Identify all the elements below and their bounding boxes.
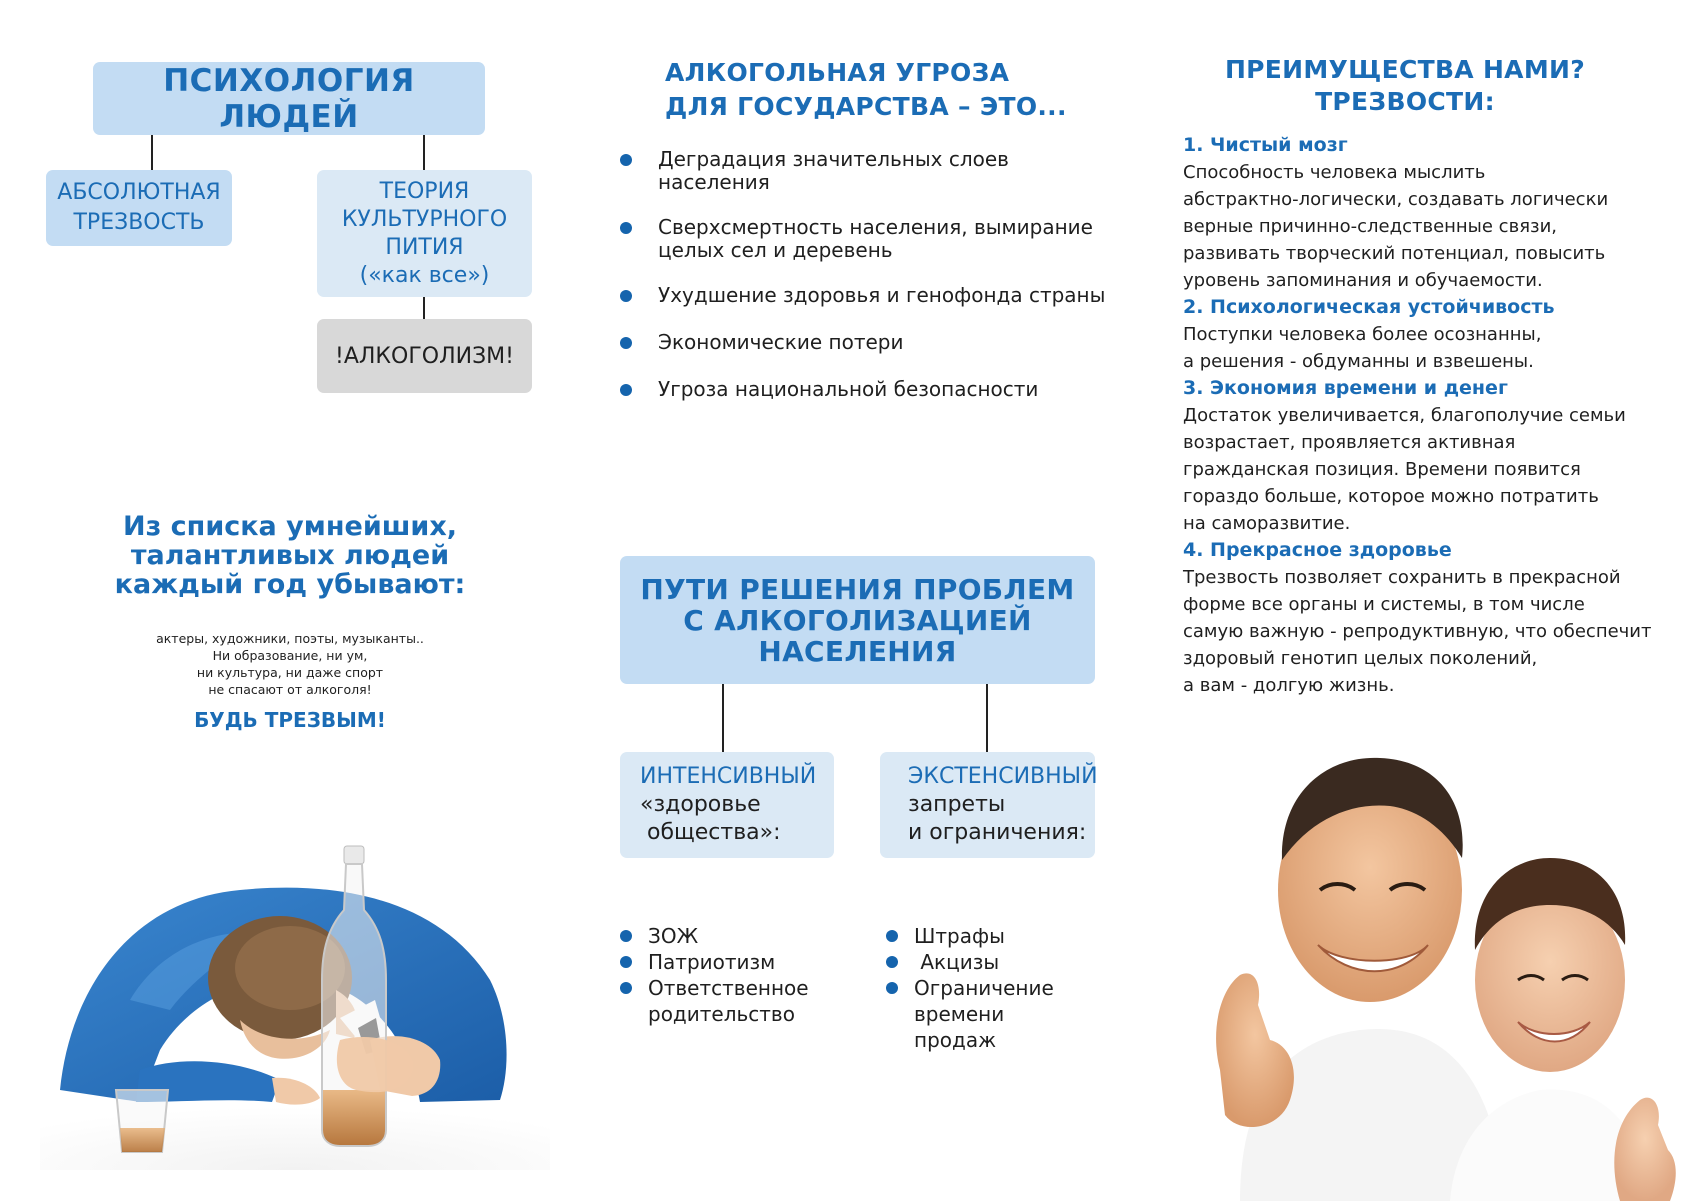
advantage-section: 1. Чистый мозг Способность человека мыслить абстрактно-логически, создавать логически верные причинно-следственные связи, развивать творческий потенциал, повысить уровень запоминания и обучаемости.: [1183, 132, 1683, 294]
threat-list: [612, 148, 1112, 401]
bullet-icon: [620, 222, 632, 234]
bullet-icon: [620, 337, 632, 349]
extensive-path-box: ЭКСТЕНСИВНЫЙ запреты и ограничения:: [880, 752, 1095, 858]
happy-couple-photo: [1200, 740, 1680, 1201]
advantages-title: ПРЕИМУЩЕСТВА НАМИ? ТРЕЗВОСТИ:: [1224, 55, 1586, 116]
advantage-heading: 4. Прекрасное здоровье: [1183, 539, 1452, 561]
list-item: Акцизы: [886, 949, 1106, 975]
list-item: Штрафы: [886, 923, 1106, 949]
bullet-icon: [886, 956, 898, 968]
advantage-section: 2. Психологическая устойчивость Поступки человека более осознанны, а решения - обдуманны и взвешены.: [1183, 294, 1683, 375]
bullet-icon: [886, 930, 898, 942]
bullet-icon: [620, 154, 632, 166]
cultural-drinking-theory-box: ТЕОРИЯ КУЛЬТУРНОГО ПИТИЯ («как все»): [317, 170, 532, 297]
list-item: Сверхсмертность населения, вымирание целых сел и деревень: [612, 216, 1112, 262]
bullet-icon: [620, 384, 632, 396]
talented-people-heading: Из списка умнейших, талантливых людей каждый год убывают:: [114, 511, 466, 600]
talented-note: актеры, художники, поэты, музыканты.. Ни образование, ни ум, ни культура, ни даже спорт не спасают от алкоголя!: [156, 631, 424, 697]
list-item: Угроза национальной безопасности: [612, 378, 1112, 401]
list-item: Патриотизм: [620, 949, 860, 975]
advantage-heading: 2. Психологическая устойчивость: [1183, 296, 1555, 318]
intensive-measures-list: [620, 923, 860, 1027]
advantage-heading: 3. Экономия времени и денег: [1183, 377, 1508, 399]
bullet-icon: [620, 930, 632, 942]
connector-line: [423, 135, 425, 170]
advantages-list: [1183, 132, 1683, 699]
connector-line: [151, 135, 153, 170]
absolute-sobriety-box: АБСОЛЮТНАЯ ТРЕЗВОСТЬ: [46, 170, 232, 246]
advantage-section: 3. Экономия времени и денег Достаток увеличивается, благополучие семьи возрастает, проявляется активная гражданская позиция. Времени появится гораздо больше, которое можно потратить на саморазвитие.: [1183, 375, 1683, 537]
advantage-section: 4. Прекрасное здоровье Трезвость позволяет сохранить в прекрасной форме все органы и системы, в том числе самую важную - репродуктивную, что обеспечит здоровый генотип целых поколений, а вам - долгую жизнь.: [1183, 537, 1683, 699]
bullet-icon: [886, 982, 898, 994]
list-item: Ограничение времени продаж: [886, 975, 1106, 1053]
be-sober-slogan: БУДЬ ТРЕЗВЫМ!: [194, 708, 386, 732]
bullet-icon: [620, 290, 632, 302]
psychology-title: ПСИХОЛОГИЯ ЛЮДЕЙ: [93, 62, 485, 135]
advantage-heading: 1. Чистый мозг: [1183, 134, 1348, 156]
alcoholism-box: !АЛКОГОЛИЗМ!: [317, 319, 532, 393]
connector-line: [423, 297, 425, 319]
solutions-title: ПУТИ РЕШЕНИЯ ПРОБЛЕМ С АЛКОГОЛИЗАЦИЕЙ НАСЕЛЕНИЯ: [620, 556, 1095, 684]
bullet-icon: [620, 956, 632, 968]
connector-line: [986, 684, 988, 752]
intensive-path-box: ИНТЕНСИВНЫЙ «здоровье общества»:: [620, 752, 834, 858]
drunk-man-illustration: [40, 840, 550, 1170]
list-item: Экономические потери: [612, 331, 1112, 354]
list-item: ЗОЖ: [620, 923, 860, 949]
list-item: Ухудшение здоровья и генофонда страны: [612, 284, 1112, 307]
bullet-icon: [620, 982, 632, 994]
connector-line: [722, 684, 724, 752]
list-item: Ответственное родительство: [620, 975, 860, 1027]
list-item: Деградация значительных слоев населения: [612, 148, 1112, 194]
alcohol-threat-title: АЛКОГОЛЬНАЯ УГРОЗА ДЛЯ ГОСУДАРСТВА – ЭТО...: [665, 58, 1067, 121]
extensive-measures-list: [886, 923, 1106, 1053]
